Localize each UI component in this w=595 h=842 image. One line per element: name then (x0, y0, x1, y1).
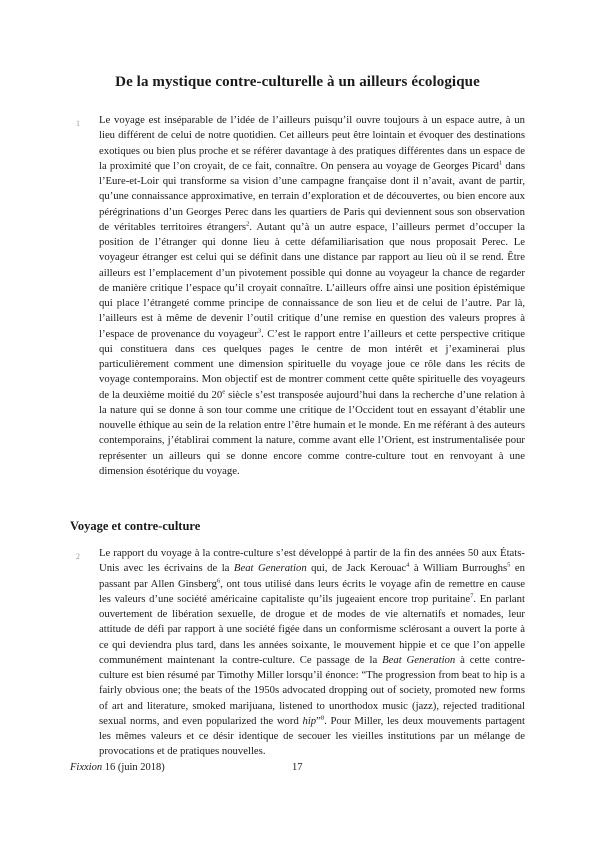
footnote-ref: e (222, 387, 226, 395)
footer-citation (70, 762, 165, 773)
body-paragraph (99, 546, 525, 760)
footnote-ref: 8 (320, 714, 325, 722)
text-run: ” (316, 714, 321, 727)
text-run: qui, de Jack Kerouac (306, 562, 407, 575)
footnote-ref: 3 (257, 326, 262, 334)
issue-info: 16 (juin 2018) (102, 762, 165, 773)
article-title: De la mystique contre-culturelle à un ailleurs écologique (115, 74, 480, 90)
footnote-ref: 1 (499, 159, 503, 167)
body-paragraph (99, 113, 525, 479)
italic-title: Beat Generation (382, 653, 456, 666)
footnote-ref: 4 (406, 561, 410, 569)
text-run: Le rapport du voyage à la contre-culture s’est développé à partir de la fin des années 50 aux États-Unis avec les écrivains de la (99, 547, 525, 575)
text-run: en passant par Allen Ginsberg (99, 562, 525, 590)
paragraph-number: 2 (76, 552, 80, 561)
section-heading: Voyage et contre-culture (70, 519, 201, 533)
page-number: 17 (292, 762, 303, 773)
footnote-ref: 6 (216, 576, 221, 584)
footnote-ref: 5 (507, 561, 511, 569)
footnote-ref: 7 (470, 592, 474, 600)
journal-name: Fixxion (70, 762, 103, 773)
text-run: dans l’Eure-et-Loir qui transforme sa vision d’une campagne française dont il n’avait, avant de partir, qu’une connaissance approximative, en terrain d’exploration et de découvertes, ou bien encore aux pérégrinations d’un Georges Perec dans les quartiers de Paris qui deviennent sous son observation de véritables territoires étrangers (99, 159, 525, 233)
text-run: à cette contre-culture est bien résumé par Timothy Miller lorsqu’il énonce: “The progression from beat to hip is a fairly obvious one; the beats of the 1950s advocated dropping out of society, promoted new forms of art and literature, smoked marijuana, listened to unorthodox music (jazz), rejected traditional sexual norms, and even popularized the word (99, 653, 525, 727)
text-run: . Autant qu’à un autre espace, l’ailleurs permet d’occuper la position de l’étranger qui donne lieu à cette défamiliarisation que nous proposait Perec. Le voyageur étranger est celui qui se définit dans une distance par rapport au lieu où il se rend. Être ailleurs est l’emplacement d’un pivotement possible qui donne au voyageur la chance de regarder de manière critique l’espace qu’il croyait connaître. L’ailleurs offre ainsi une position épistémique qui place l’étrangeté comme principe de connaissance de son lieu et de celui de l’autre. Par là, l’ailleurs est à même de devenir l’outil critique d’une remise en question des valeurs propres à l’espace de provenance du voyageur (99, 220, 526, 340)
text-run: à William Burroughs (409, 562, 508, 575)
footnote-ref: 2 (246, 220, 250, 228)
italic-title: hip (302, 714, 317, 727)
text-run: , ont tous utilisé dans leurs écrits le voyage afin de remettre en cause les valeurs d’une société américaine capitaliste qu’ils jugeaient encore trop puritaine (99, 577, 526, 605)
text-run: . Pour Miller, les deux mouvements partagent les mêmes valeurs et ce désir identique de secouer les vieilles institutions par un mélange de provocations et de pratiques nouvelles. (99, 714, 526, 758)
paragraph-number: 1 (76, 119, 80, 128)
italic-title: Beat Generation (233, 562, 307, 575)
text-run: . C’est le rapport entre l’ailleurs et cette perspective critique qui constituera dans ces quelques pages le centre de mon intérêt et j’examinerai plus particulièrement comment une dimension spirituelle du voyage joue ce rôle dans les récits de voyage contemporains. Mon objectif est de montrer comment cette quête spirituelle des voyageurs de la deuxième moitié du 20 (99, 327, 525, 401)
text-run: siècle s’est transposée aujourd’hui dans la recherche d’une relation à la nature qui se donne à son tour comme une critique de l’Occident tout en essayant d’établir une nouvelle éthique au sein de la relation entre l’être humain et le monde. En me référant à des auteurs contemporains, j’établirai comment la nature, comme avant elle l’Orient, est instrumentalisée pour représenter un ailleurs qui se donne encore comme contre-culture tout en renvoyant à une dimension ésotérique du voyage. (99, 388, 526, 477)
text-run: . En parlant ouvertement de libération sexuelle, de drogue et de modes de vie alternatifs et nomades, leur attitude de défi par rapport à une société figée dans un conformisme sclérosant a ouvert la porte à ce qui deviendra plus tard, dans les années soixante, le mouvement hippie et ce que l’on appelle communément maintenant la contre-culture. Ce passage de la (99, 592, 525, 666)
text-run: Le voyage est inséparable de l’idée de l’ailleurs puisqu’il ouvre toujours à un espace autre, à un lieu différent de celui de notre quotidien. Cet ailleurs peut être lointain et évoquer des destinations exotiques ou bien plus proche et se référer davantage à des pratiques différentes dans un espace de la proximité que l’on croyait, de ce fait, connaître. On pensera au voyage de Georges Picard (99, 114, 525, 172)
